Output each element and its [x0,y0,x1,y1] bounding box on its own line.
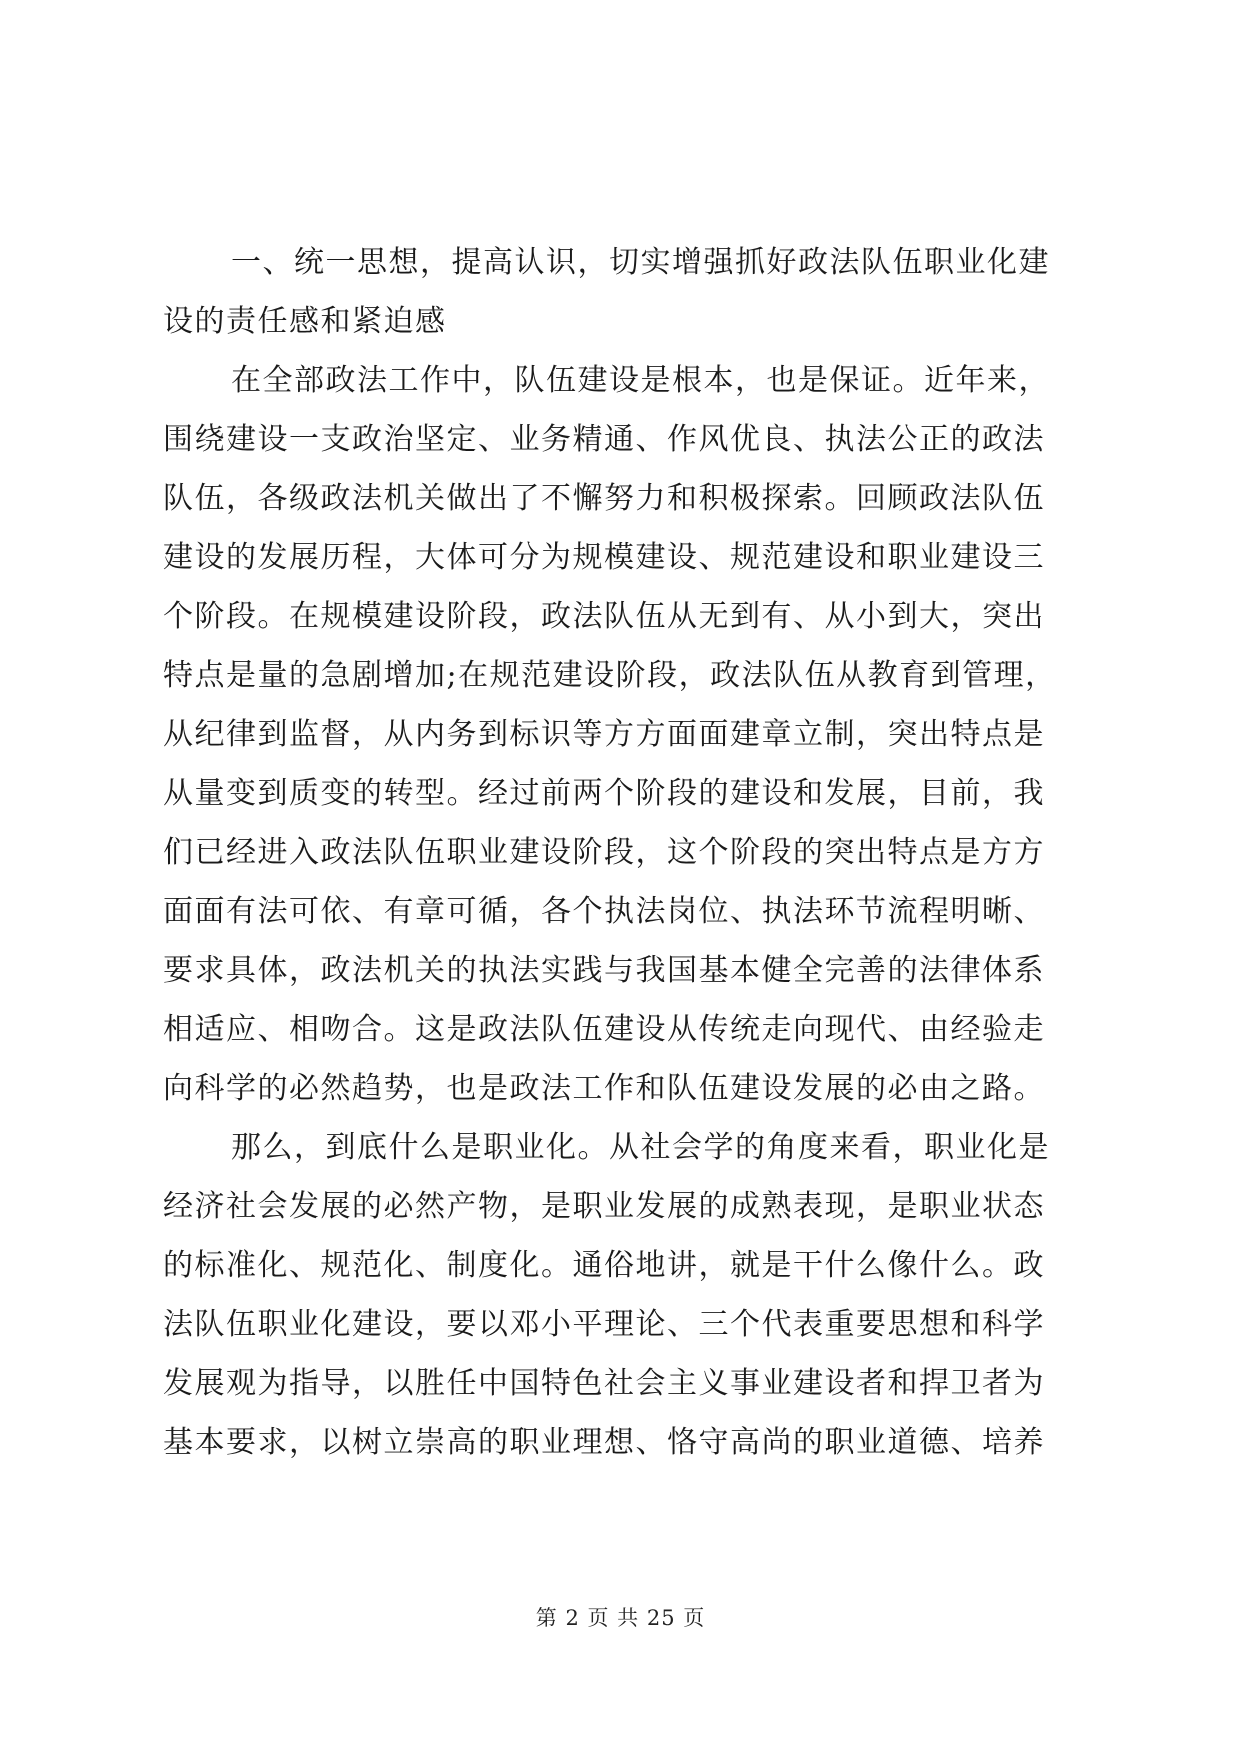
paragraph-2-line: 的标准化、规范化、制度化。通俗地讲，就是干什么像什么。政 [163,1248,1045,1283]
page-number-footer: 第 2 页 共 25 页 [535,1606,706,1630]
paragraph-1-line: 向科学的必然趋势，也是政法工作和队伍建设发展的必由之路。 [163,1071,1045,1106]
paragraph-1-line: 在全部政法工作中，队伍建设是根本，也是保证。近年来， [231,363,1050,398]
paragraph-1-line: 面面有法可依、有章可循，各个执法岗位、执法环节流程明晰、 [163,894,1045,929]
heading-line-2: 设的责任感和紧迫感 [163,304,447,339]
paragraph-2-line: 经济社会发展的必然产物，是职业发展的成熟表现，是职业状态 [163,1189,1045,1224]
body-text [163,233,1083,1472]
paragraph-1-line: 从量变到质变的转型。经过前两个阶段的建设和发展，目前，我 [163,776,1045,811]
paragraph-1-line: 相适应、相吻合。这是政法队伍建设从传统走向现代、由经验走 [163,1012,1045,1047]
paragraph-1-line: 围绕建设一支政治坚定、业务精通、作风优良、执法公正的政法 [163,422,1045,457]
paragraph-1-line: 从纪律到监督，从内务到标识等方方面面建章立制，突出特点是 [163,717,1045,752]
paragraph-1-line: 队伍，各级政法机关做出了不懈努力和积极探索。回顾政法队伍 [163,481,1045,516]
paragraph-1-line: 们已经进入政法队伍职业建设阶段，这个阶段的突出特点是方方 [163,835,1045,870]
paragraph-1-line: 建设的发展历程，大体可分为规模建设、规范建设和职业建设三 [163,540,1045,575]
paragraph-1-line: 特点是量的急剧增加;在规范建设阶段，政法队伍从教育到管理， [163,658,1057,693]
paragraph-2-line: 法队伍职业化建设，要以邓小平理论、三个代表重要思想和科学 [163,1307,1045,1342]
heading-line-1: 一、统一思想，提高认识，切实增强抓好政法队伍职业化建 [231,245,1050,280]
paragraph-2-line: 发展观为指导，以胜任中国特色社会主义事业建设者和捍卫者为 [163,1366,1045,1401]
paragraph-1-line: 个阶段。在规模建设阶段，政法队伍从无到有、从小到大，突出 [163,599,1045,634]
paragraph-2-line: 基本要求，以树立崇高的职业理想、恪守高尚的职业道德、培养 [163,1425,1045,1460]
paragraph-1-line: 要求具体，政法机关的执法实践与我国基本健全完善的法律体系 [163,953,1045,988]
paragraph-2-line: 那么，到底什么是职业化。从社会学的角度来看，职业化是 [231,1130,1050,1165]
